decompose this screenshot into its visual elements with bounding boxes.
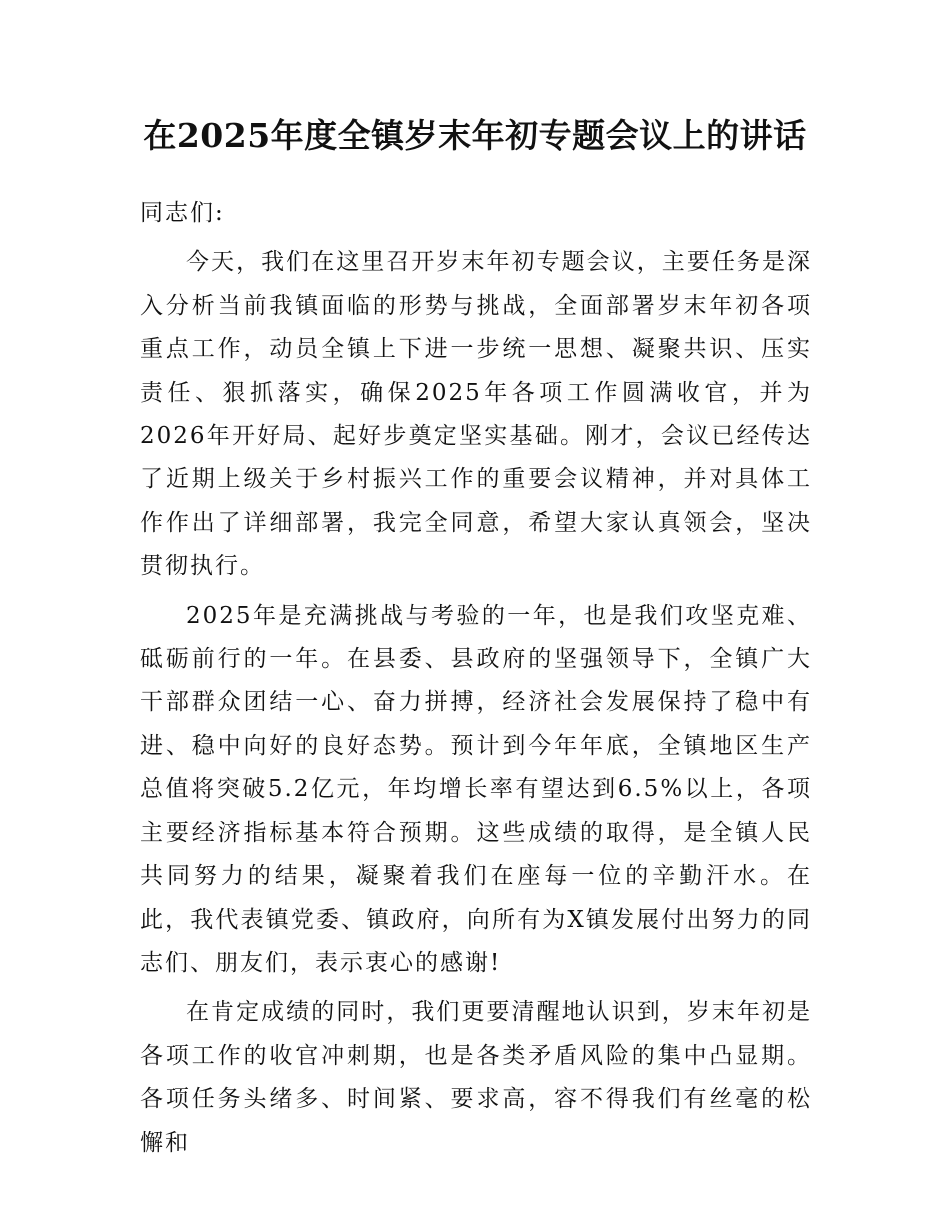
paragraph-achievements: 2025年是充满挑战与考验的一年，也是我们攻坚克难、砥砺前行的一年。在县委、县政府的坚强领导下，全镇广大干部群众团结一心、奋力拼搏，经济社会发展保持了稳中有进、稳中向好的良好态势。预计到今年年底，全镇地区生产总值将突破5.2亿元，年均增长率有望达到6.5%以上，各项主要经济指标基本符合预期。这些成绩的取得，是全镇人民共同努力的结果，凝聚着我们在座每一位的辛勤汗水。在此，我代表镇党委、镇政府，向所有为X镇发展付出努力的同志们、朋友们，表示衷心的感谢! [140,602,812,976]
document-title: 在2025年度全镇岁末年初专题会议上的讲话 [143,116,807,155]
salutation: 同志们: [140,200,225,226]
document-body [140,192,812,1171]
paragraph-challenges: 在肯定成绩的同时，我们更要清醒地认识到，岁末年初是各项工作的收官冲刺期，也是各类矛盾风险的集中凸显期。各项任务头绪多、时间紧、要求高，容不得我们有丝毫的松懈和 [140,999,812,1156]
paragraph-opening: 今天，我们在这里召开岁末年初专题会议，主要任务是深入分析当前我镇面临的形势与挑战，全面部署岁末年初各项重点工作，动员全镇上下进一步统一思想、凝聚共识、压实责任、狠抓落实，确保2025年各项工作圆满收官，并为2026年开好局、起好步奠定坚实基础。刚才，会议已经传达了近期上级关于乡村振兴工作的重要会议精神，并对具体工作作出了详细部署，我完全同意，希望大家认真领会，坚决贯彻执行。 [140,249,812,580]
